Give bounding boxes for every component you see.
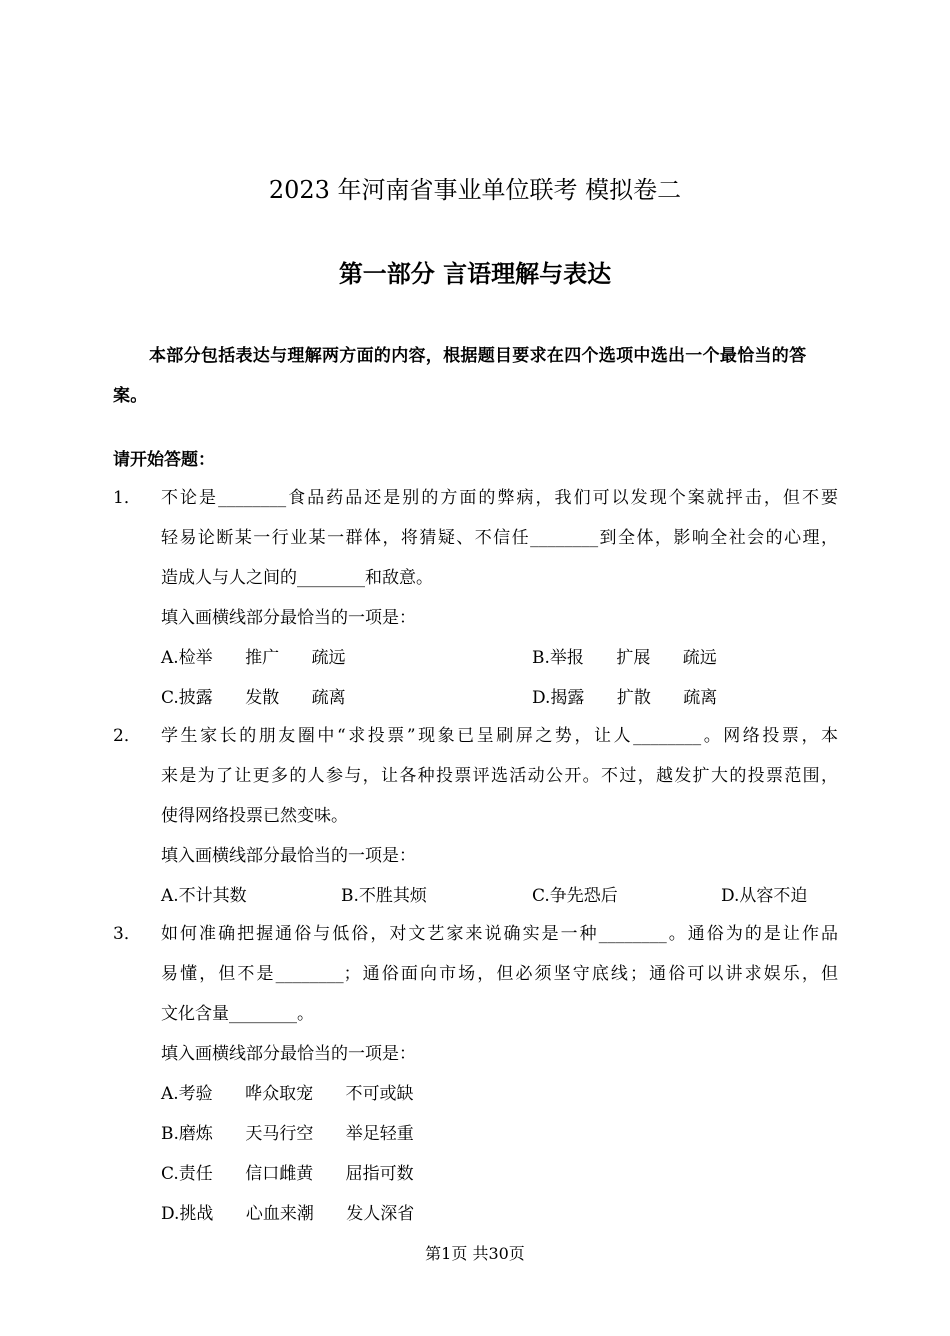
option-c: C.责任 信口雌黄 屈指可数 (161, 1164, 414, 1184)
option-row (161, 1074, 838, 1114)
question-number: 3． (113, 924, 141, 944)
option-c: C.争先恐后 (532, 886, 618, 906)
option-a: A.检举 推广 疏远 (161, 648, 346, 668)
option-a: A.不计其数 (161, 886, 247, 906)
option-row (161, 1194, 838, 1234)
option-row (161, 678, 838, 718)
question-text-line: 来是为了让更多的人参与，让各种投票评选活动公开。不过，越发扩大的投票范围， (161, 766, 838, 786)
option-c: C.披露 发散 疏离 (161, 688, 346, 708)
question-prompt: 填入画横线部分最恰当的一项是： (161, 1044, 416, 1064)
option-d: D.挑战 心血来潮 发人深省 (161, 1204, 415, 1224)
page-footer: 第1页 共30页 (425, 1244, 525, 1263)
option-b: B.不胜其烦 (341, 886, 427, 906)
option-a: A.考验 哗众取宠 不可或缺 (161, 1084, 414, 1104)
option-d: D.从容不迫 (721, 886, 808, 906)
question-text-line: 学生家长的朋友圈中“求投票”现象已呈刷屏之势，让人________。网络投票，本 (161, 726, 838, 746)
question-text-line: 轻易论断某一行业某一群体，将猜疑、不信任________到全体，影响全社会的心理， (161, 528, 838, 548)
option-b: B.磨炼 天马行空 举足轻重 (161, 1124, 414, 1144)
option-row (161, 1154, 838, 1194)
section-title: 第一部分 言语理解与表达 (338, 260, 612, 288)
question-body (161, 716, 838, 916)
question-body (161, 478, 838, 718)
question-prompt: 填入画横线部分最恰当的一项是： (161, 608, 416, 628)
option-row (161, 1114, 838, 1154)
section-instructions: 本部分包括表达与理解两方面的内容，根据题目要求在四个选项中选出一个最恰当的答案。 (113, 346, 807, 406)
option-d: D.揭露 扩散 疏离 (532, 688, 718, 708)
question-text-line: 文化含量________。 (161, 1004, 314, 1024)
question-text-line: 造成人与人之间的________和敌意。 (161, 568, 433, 588)
question-text-line: 如何准确把握通俗与低俗，对文艺家来说确实是一种________。通俗为的是让作品 (161, 924, 838, 944)
question-number: 2． (113, 726, 141, 746)
question-text-line: 不论是________食品药品还是别的方面的弊病，我们可以发现个案就抨击，但不要 (161, 488, 838, 508)
question-text-line: 使得网络投票已然变味。 (161, 806, 348, 826)
option-row (161, 638, 838, 678)
question-body (161, 914, 838, 1234)
option-row (161, 876, 838, 916)
question-number: 1． (113, 488, 141, 508)
question-prompt: 填入画横线部分最恰当的一项是： (161, 846, 416, 866)
question-text-line: 易懂，但不是________；通俗面向市场，但必须坚守底线；通俗可以讲求娱乐，但 (161, 964, 838, 984)
option-b: B.举报 扩展 疏远 (532, 648, 717, 668)
start-label: 请开始答题： (113, 450, 215, 470)
document-title: 2023 年河南省事业单位联考 模拟卷二 (268, 176, 682, 204)
